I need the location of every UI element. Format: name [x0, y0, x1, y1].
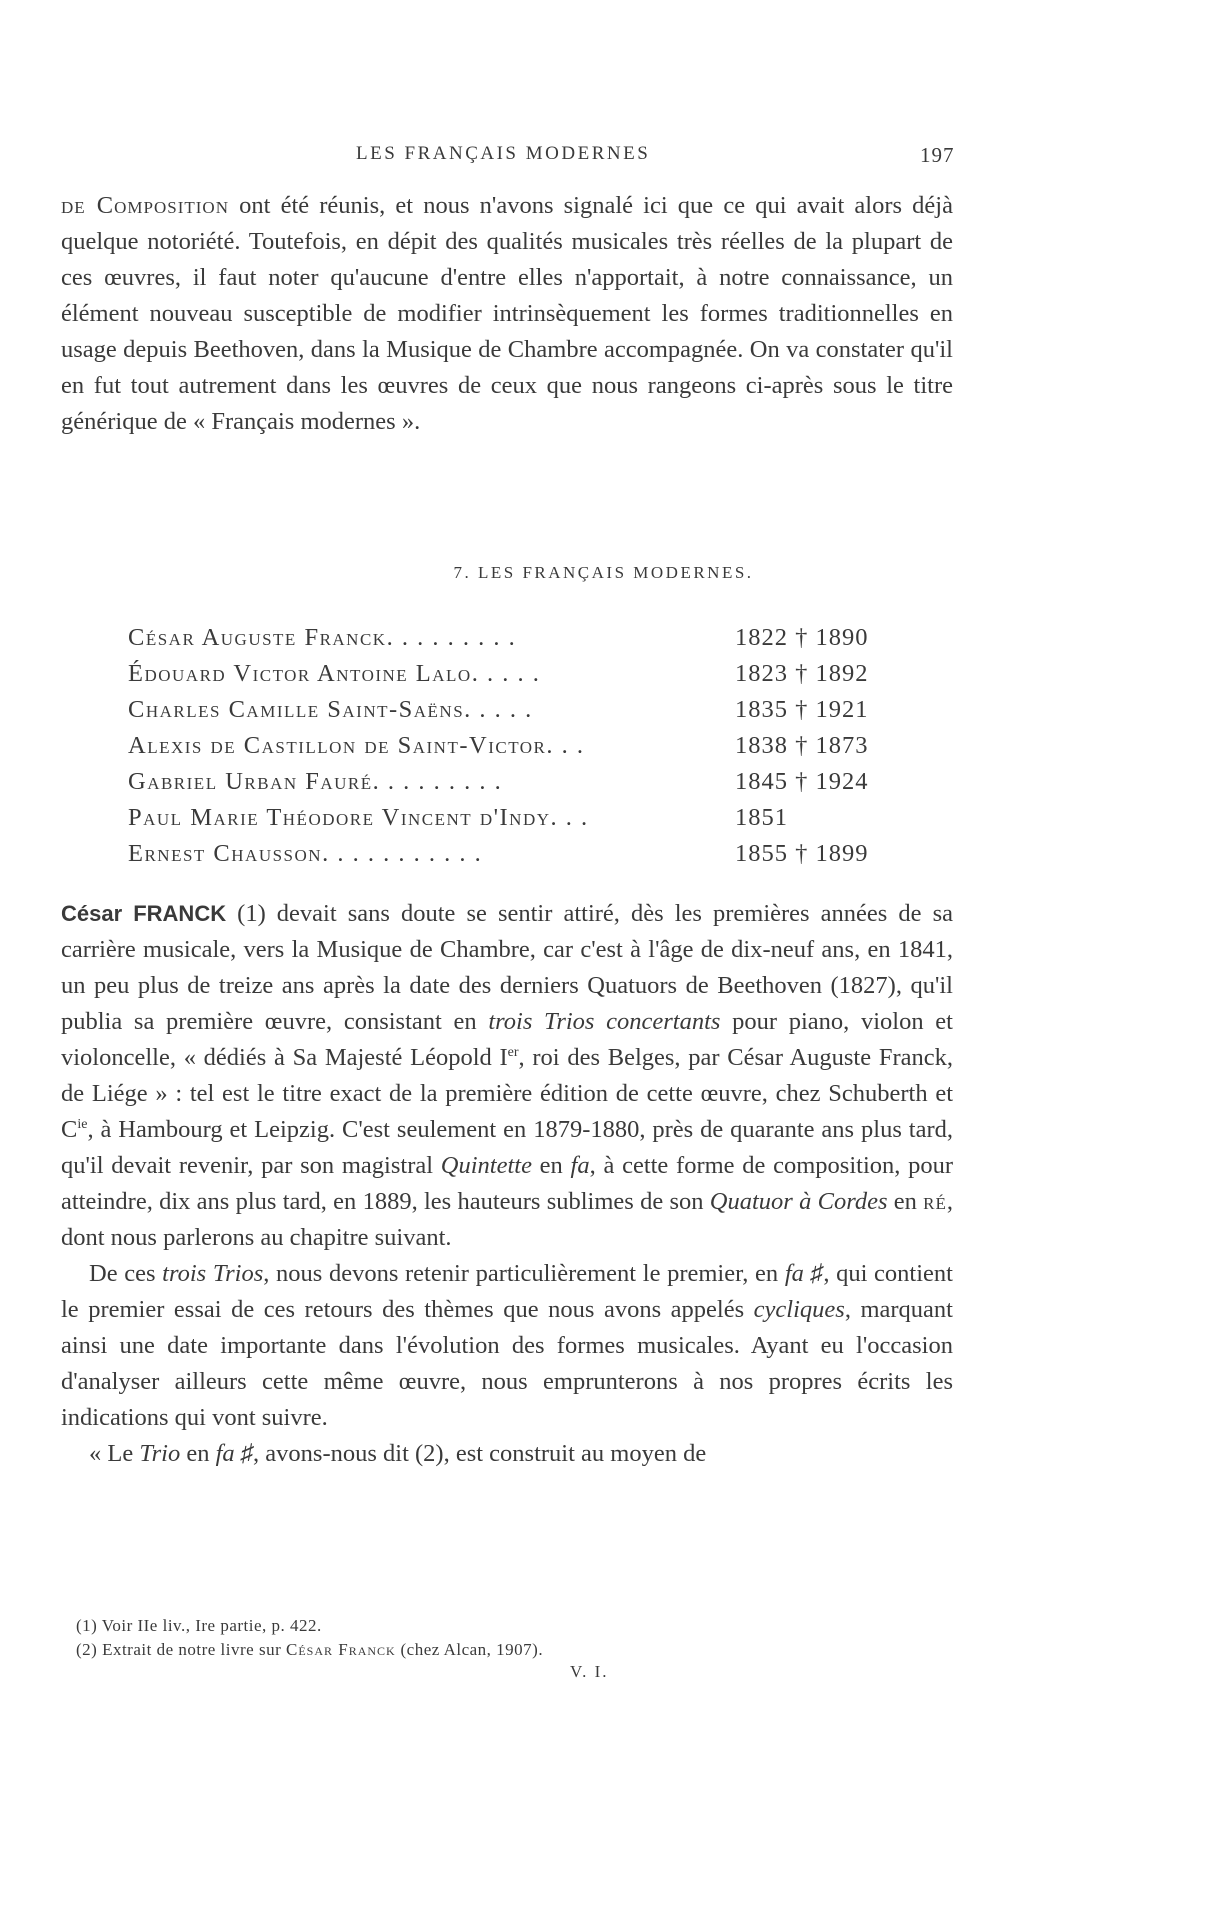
- text-run: , roi des Belges, par César Auguste Franck, de Liége » : tel est le titre exact de la première édition de cette œuvre, chez Schuberth et C: [61, 1044, 953, 1143]
- text-run: , à Hambourg et Leipzig. C'est seulement en 1879-1880, près de quarante ans plus tard, qu'il devait revenir, par son magistral: [61, 1116, 953, 1179]
- italic-run: cycliques: [753, 1296, 845, 1323]
- composer-dates: 1855 † 1899: [735, 840, 869, 867]
- composer-row: [128, 692, 908, 728]
- italic-run: trois Trios: [162, 1260, 264, 1287]
- composer-row: [128, 800, 908, 836]
- italic-run: fa ♯: [215, 1440, 254, 1467]
- composer-row: [128, 620, 908, 656]
- text-run: (chez Alcan, 1907).: [395, 1640, 544, 1659]
- superscript: er: [507, 1044, 519, 1060]
- smallcaps-run: ré: [923, 1188, 947, 1215]
- composer-name: Paul Marie Théodore Vincent d'Indy. . .: [128, 804, 589, 831]
- composer-dates: 1838 † 1873: [735, 732, 869, 759]
- composer-dates: 1845 † 1924: [735, 768, 869, 795]
- composer-row: [128, 764, 908, 800]
- composer-name: César Auguste Franck. . . . . . . . .: [128, 624, 517, 651]
- franck-lead: César FRANCK: [61, 901, 227, 926]
- text-run: , qui contient le premier essai de ces retours des thèmes que nous avons appelés: [61, 1260, 953, 1323]
- text-run: , marquant ainsi une date importante dans l'évolution des formes musicales. Ayant eu l'occasion d'analyser ailleurs cette même œuvre, nous emprunterons à nos propres écrits les indications qui vont suivre.: [61, 1296, 953, 1431]
- italic-run: trois Trios concertants: [488, 1008, 721, 1035]
- text-run: , dont nous parlerons au chapitre suivant.: [61, 1188, 953, 1251]
- intro-text: ont été réunis, et nous n'avons signalé ici que ce qui avait alors déjà quelque notoriété. Toutefois, en dépit des qualités musicales très réelles de la plupart de ces œuvres, il faut noter qu'aucune d'entre elles n'apportait, à notre connaissance, un élément nouveau susceptible de modifier intrinsèquement les formes traditionnelles en usage depuis Beethoven, dans la Musique de Chambre accompagnée. On va constater qu'il en fut tout autrement dans les œuvres de ceux que nous rangeons ci-après sous le titre générique de « Français modernes ».: [61, 192, 953, 435]
- composer-dates: 1851: [735, 804, 788, 831]
- paragraph-trio-quote: [61, 1436, 953, 1472]
- paragraph-trios: [61, 1256, 953, 1436]
- signature-mark: V. I.: [570, 1662, 609, 1681]
- italic-run: Trio: [139, 1440, 181, 1467]
- text-run: (2) Extrait de notre livre sur: [76, 1640, 286, 1659]
- text-run: , avons-nous dit (2), est construit au moyen de: [253, 1440, 707, 1467]
- composer-dates: 1835 † 1921: [735, 696, 869, 723]
- composer-row: [128, 728, 908, 764]
- body-text: [61, 896, 953, 1472]
- composer-name: Édouard Victor Antoine Lalo. . . . .: [128, 660, 541, 687]
- composer-list: [128, 620, 908, 872]
- composer-name: Ernest Chausson. . . . . . . . . . .: [128, 840, 483, 867]
- composer-name: Charles Camille Saint-Saëns. . . . .: [128, 696, 533, 723]
- intro-lead: de Composition: [61, 192, 229, 219]
- italic-run: Quintette: [440, 1152, 532, 1179]
- italic-run: fa: [570, 1152, 590, 1179]
- text-run: , nous devons retenir particulièrement le premier, en: [263, 1260, 785, 1287]
- composer-name: Gabriel Urban Fauré. . . . . . . . .: [128, 768, 503, 795]
- text-run: en: [180, 1440, 216, 1467]
- composer-dates: 1822 † 1890: [735, 624, 869, 651]
- footnote-1: (1) Voir IIe liv., Ire partie, p. 422.: [76, 1616, 322, 1635]
- text-run: , à cette forme de composition, pour atteindre, dix ans plus tard, en 1889, les hauteurs sublimes de son: [61, 1152, 954, 1215]
- text-run: en: [531, 1152, 571, 1179]
- italic-run: Quatuor à Cordes: [709, 1188, 888, 1215]
- footnote-2: [76, 1638, 956, 1662]
- text-run: De ces: [89, 1260, 163, 1287]
- italic-run: fa ♯: [784, 1260, 824, 1287]
- text-run: « Le: [89, 1440, 140, 1467]
- text-run: pour piano, violon et violoncelle, « dédiés à Sa Majesté Léopold I: [61, 1008, 953, 1071]
- footnotes: [76, 1614, 956, 1662]
- composer-dates: 1823 † 1892: [735, 660, 869, 687]
- paragraph-franck: [61, 896, 953, 1256]
- page-number: 197: [920, 143, 955, 167]
- running-head: LES FRANÇAIS MODERNES: [356, 143, 651, 164]
- composer-row: [128, 656, 908, 692]
- smallcaps-run: César Franck: [286, 1640, 396, 1659]
- section-heading: 7. LES FRANÇAIS MODERNES.: [453, 563, 754, 582]
- composer-row: [128, 836, 908, 872]
- composer-name: Alexis de Castillon de Saint-Victor. . .: [128, 732, 585, 759]
- text-run: (1) devait sans doute se sentir attiré, dès les premières années de sa carrière musicale, vers la Musique de Chambre, car c'est à l'âge de dix-neuf ans, en 1841, un peu plus de treize ans après la date des derniers Quatuors de Beethoven (1827), qu'il publia sa première œuvre, consistant en: [61, 900, 953, 1035]
- text-run: en: [887, 1188, 924, 1215]
- superscript: ie: [77, 1116, 88, 1132]
- intro-paragraph: [61, 188, 953, 440]
